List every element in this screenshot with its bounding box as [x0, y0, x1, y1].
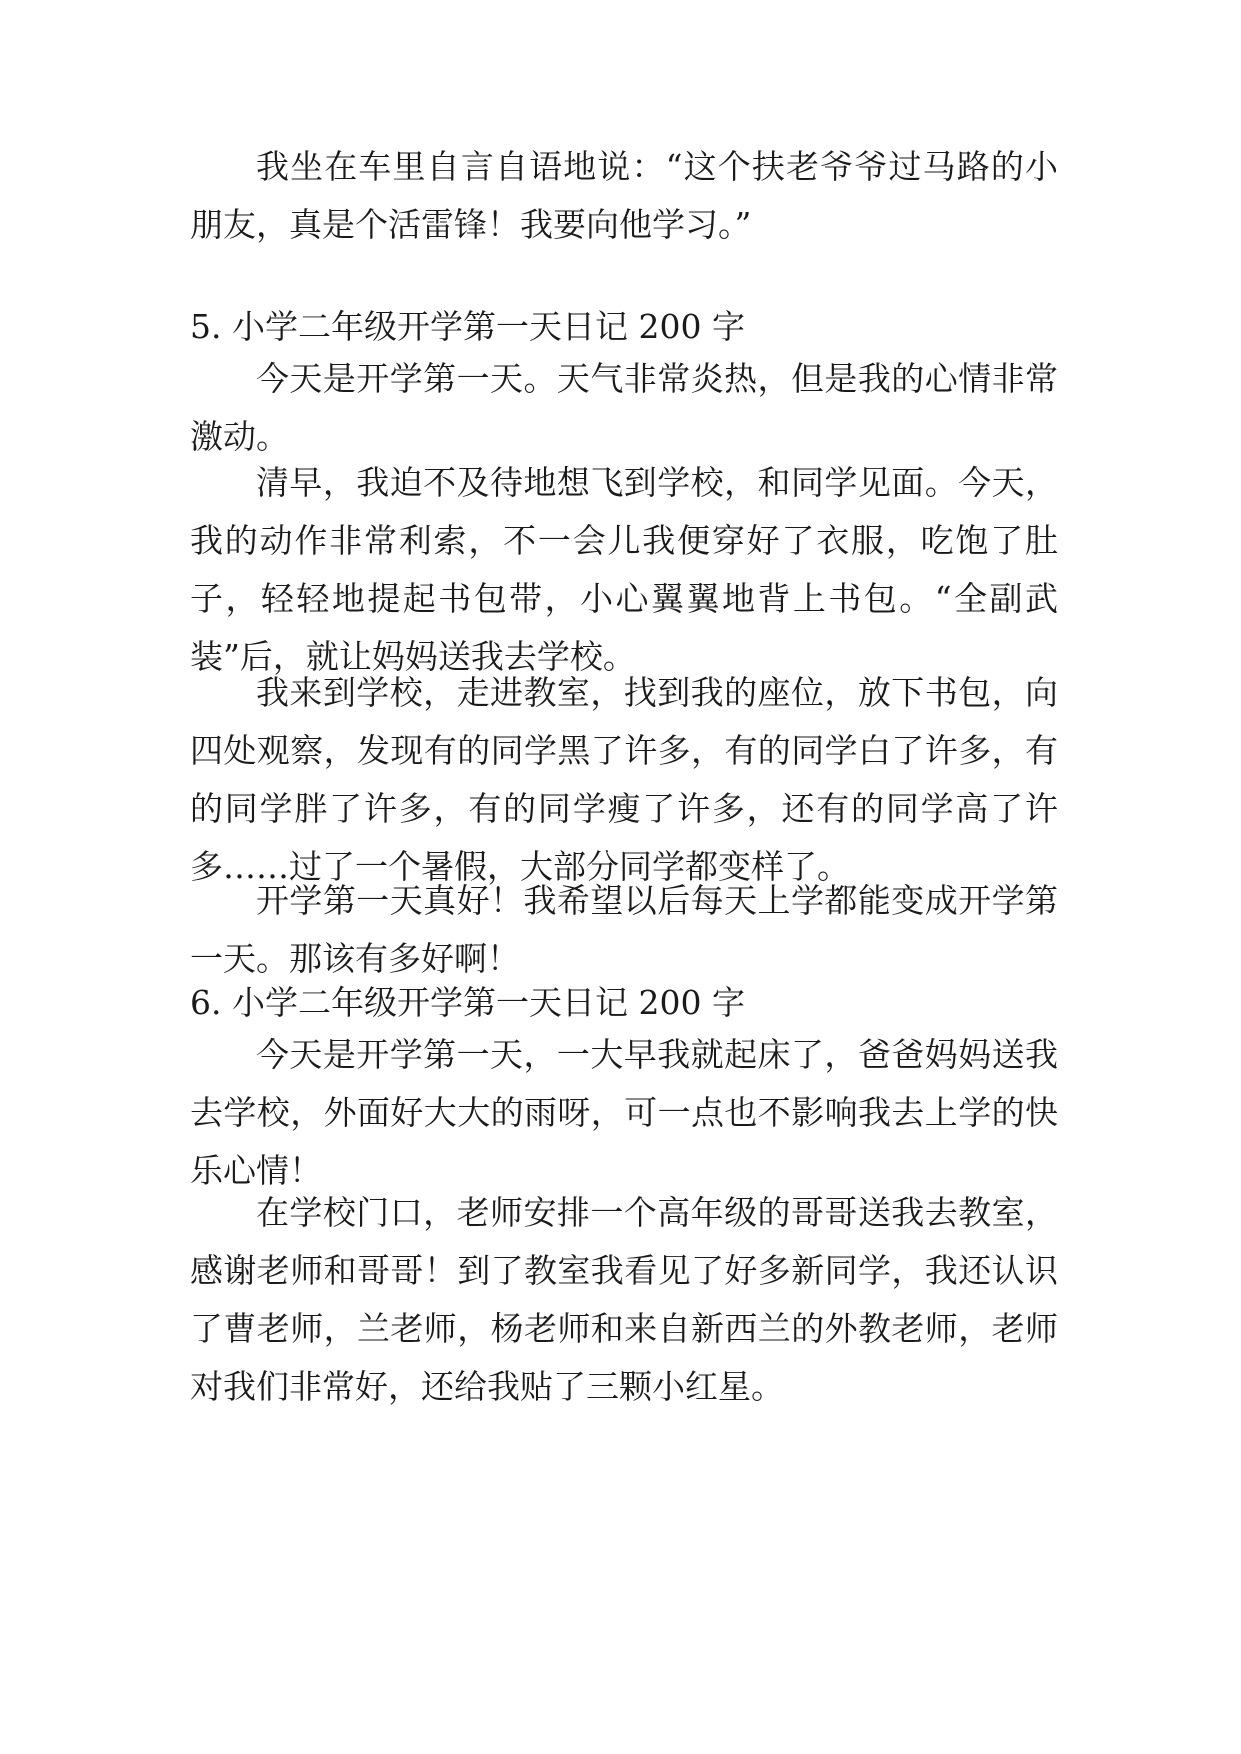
- section-5-paragraph-1: 今天是开学第一天。天气非常炎热，但是我的心情非常激动。: [190, 359, 1058, 456]
- section-5-paragraph-2: 清早，我迫不及待地想飞到学校，和同学见面。今天，我的动作非常利索，不一会儿我便穿好了衣服，吃饱了肚子，轻轻地提起书包带，小心翼翼地背上书包。“全副武装”后，就让妈妈送我去学校。: [190, 463, 1058, 676]
- section-6-paragraph-1: 今天是开学第一天，一大早我就起床了，爸爸妈妈送我去学校，外面好大大的雨呀，可一点也不影响我去上学的快乐心情！: [190, 1035, 1058, 1190]
- intro-paragraph: 我坐在车里自言自语地说：“这个扶老爷爷过马路的小朋友，真是个活雷锋！我要向他学习。”: [190, 147, 1058, 244]
- section-5-paragraph-3: 我来到学校，走进教室，找到我的座位，放下书包，向四处观察，发现有的同学黑了许多，有的同学白了许多，有的同学胖了许多，有的同学瘦了许多，还有的同学高了许多……过了一个暑假，大部分同学都变样了。: [190, 673, 1058, 886]
- section-5-heading: 5. 小学二年级开学第一天日记 200 字: [190, 307, 745, 346]
- section-6-heading: 6. 小学二年级开学第一天日记 200 字: [190, 983, 745, 1022]
- document-page: [190, 0, 1058, 1754]
- section-6-paragraph-2: 在学校门口，老师安排一个高年级的哥哥送我去教室，感谢老师和哥哥！到了教室我看见了好多新同学，我还认识了曹老师，兰老师，杨老师和来自新西兰的外教老师，老师对我们非常好，还给我贴了三颗小红星。: [190, 1193, 1058, 1406]
- section-5-paragraph-4: 开学第一天真好！我希望以后每天上学都能变成开学第一天。那该有多好啊！: [190, 881, 1058, 978]
